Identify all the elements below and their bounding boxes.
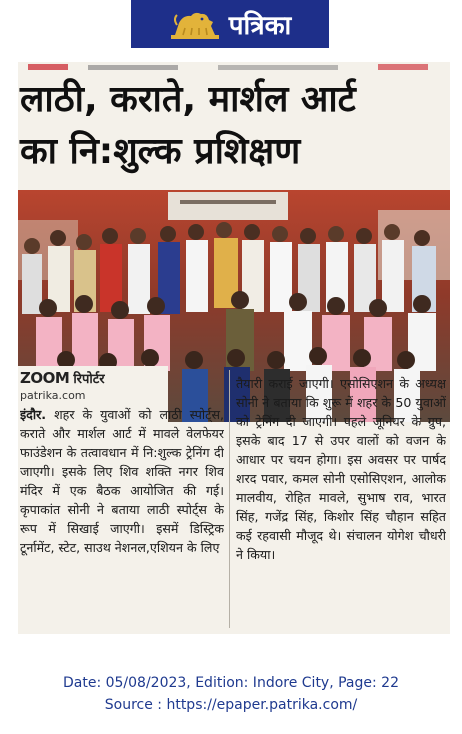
masthead-title: पत्रिका <box>228 11 292 41</box>
article-text-1: शहर के युवाओं को लाठी स्पोर्ट्स, कराते और मार्शल आर्ट में मावले वेलफेयर फाउंडेशन के तत्वावधान में नि:शुल्क ट्रेनिंग दी जाएगी। इसके लिए शिव शक्ति नगर शिव मंदिर में एक बैठक आयोजित की गई। कृपाकांत सोनी ने बताया लाठी स्पोर्ट्स के रूप में सिखाई जाएगी। इसमें डिस्ट्रिक टूर्नामेंट, स्टेट, साउथ नेशनल,एशियन के लिए <box>20 407 224 555</box>
clipped-top-strip <box>18 62 450 74</box>
footer-info <box>0 672 462 716</box>
article-column-2 <box>236 374 446 630</box>
lion-emblem-icon <box>169 7 221 41</box>
headline-line-2: का नि:शुल्क प्रशिक्षण <box>20 131 301 172</box>
news-clipping <box>18 62 450 634</box>
dateline: इंदौर. <box>20 407 47 422</box>
footer-date-line: Date: 05/08/2023, Edition: Indore City, Page: 22 <box>62 675 399 691</box>
byline <box>20 368 105 388</box>
zoom-logo: ZOOM <box>20 369 70 387</box>
column-divider <box>229 370 230 628</box>
headline-line-1: लाठी, कराते, मार्शल आर्ट <box>20 79 356 120</box>
article-column-1 <box>20 405 224 630</box>
article-text-2: तैयारी कराई जाएगी। एसोसिएशन के अध्यक्ष सोनी ने बताया कि शुरू में शहर के 50 युवाओं को ट्रेनिंग दी जाएगी। पहले जूनियर के ग्रुप, इसके बाद 17 से उपर वालों को वजन के आधार पर चयन होगा। इस अवसर पर पार्षद शरद पवार, कमल सोनी एसोसिएशन, आलोक मालवीय, रोहित मावले, सुभाष राव, भारत सिंह, गजेंद्र सिंह, किशोर सिंह चौहान सहित कई रहवासी मौजूद थे। संचालन योगेश चौधरी ने किया। <box>236 376 446 562</box>
byline-reporter: रिपोर्टर <box>73 372 105 387</box>
footer-source-line: Source : https://epaper.patrika.com/ <box>104 697 358 713</box>
masthead-logo <box>131 0 329 48</box>
byline-site: patrika.com <box>20 389 86 402</box>
